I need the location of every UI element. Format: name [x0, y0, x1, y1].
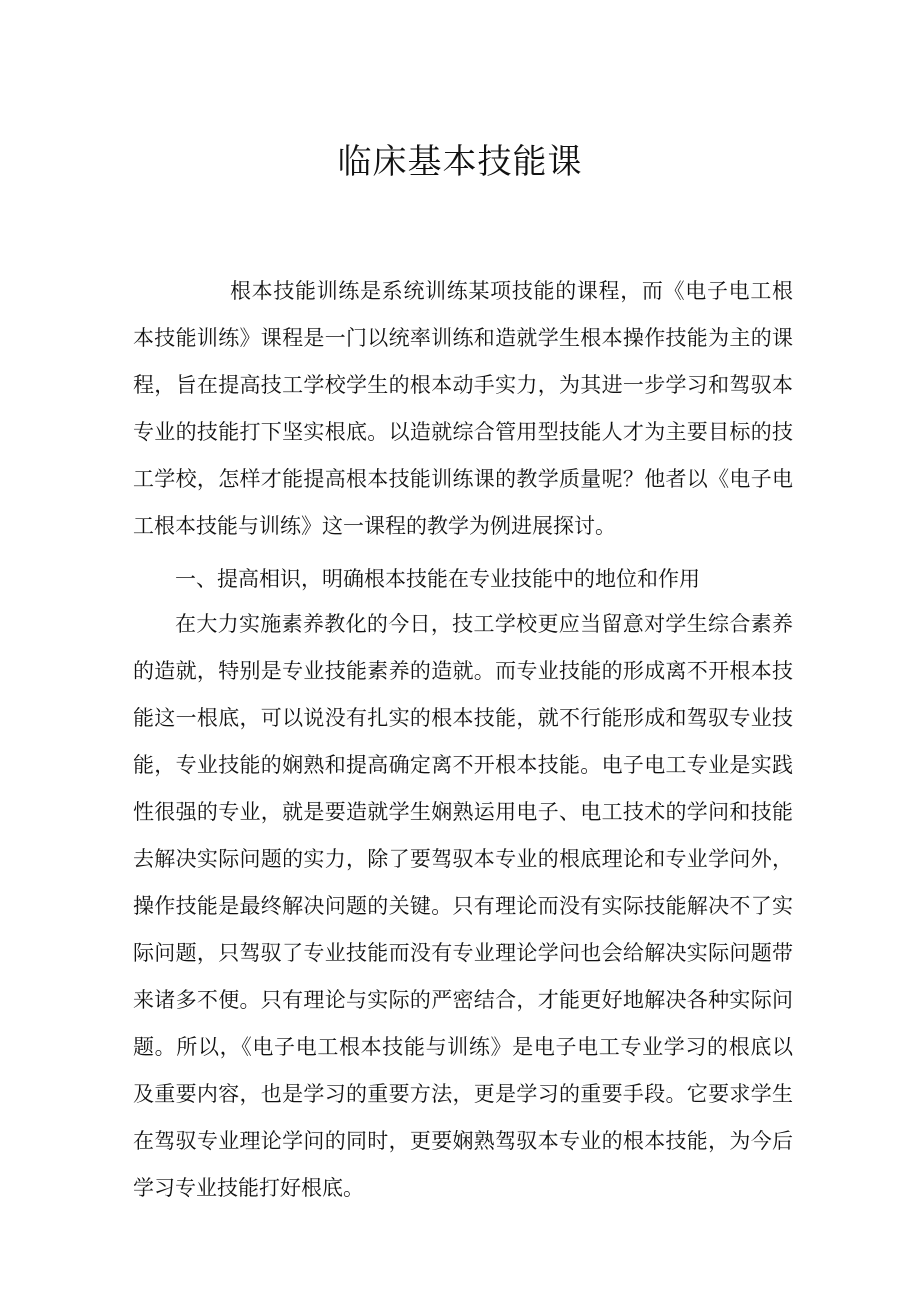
page-title: 临床基本技能课	[337, 142, 583, 182]
paragraph-body: 在大力实施素养教化的今日，技工学校更应当留意对学生综合素养的造就，特别是专业技能素养的造就。而专业技能的形成离不开根本技能这一根底，可以说没有扎实的根本技能，就不行能形成和驾驭专业技能，专业技能的娴熟和提高确定离不开根本技能。电子电工专业是实践性很强的专业，就是要造就学生娴熟运用电子、电工技术的学问和技能去解决实际问题的实力，除了要驾驭本专业的根底理论和专业学问外，操作技能是最终解决问题的关键。只有理论而没有实际技能解决不了实际问题，只驾驭了专业技能而没有专业理论学问也会给解决实际问题带来诸多不便。只有理论与实际的严密结合，才能更好地解决各种实际问题。所以，《电子电工根本技能与训练》是电子电工专业学习的根底以及重要内容，也是学习的重要方法，更是学习的重要手段。它要求学生在驾驭专业理论学问的同时，更要娴熟驾驭本专业的根本技能，为今后学习专业技能打好根底。	[133, 612, 793, 1200]
section-heading: 一、提高相识，明确根本技能在专业技能中的地位和作用	[175, 567, 700, 591]
paragraph-intro: 根本技能训练是系统训练某项技能的课程，而《电子电工根本技能训练》课程是一门以统率训练和造就学生根本操作技能为主的课程，旨在提高技工学校学生的根本动手实力，为其进一步学习和驾驭本专业的技能打下坚实根底。以造就综合管用型技能人才为主要目标的技工学校，怎样才能提高根本技能训练课的教学质量呢？他者以《电子电工根本技能与训练》这一课程的教学为例进展探讨。	[133, 279, 793, 538]
